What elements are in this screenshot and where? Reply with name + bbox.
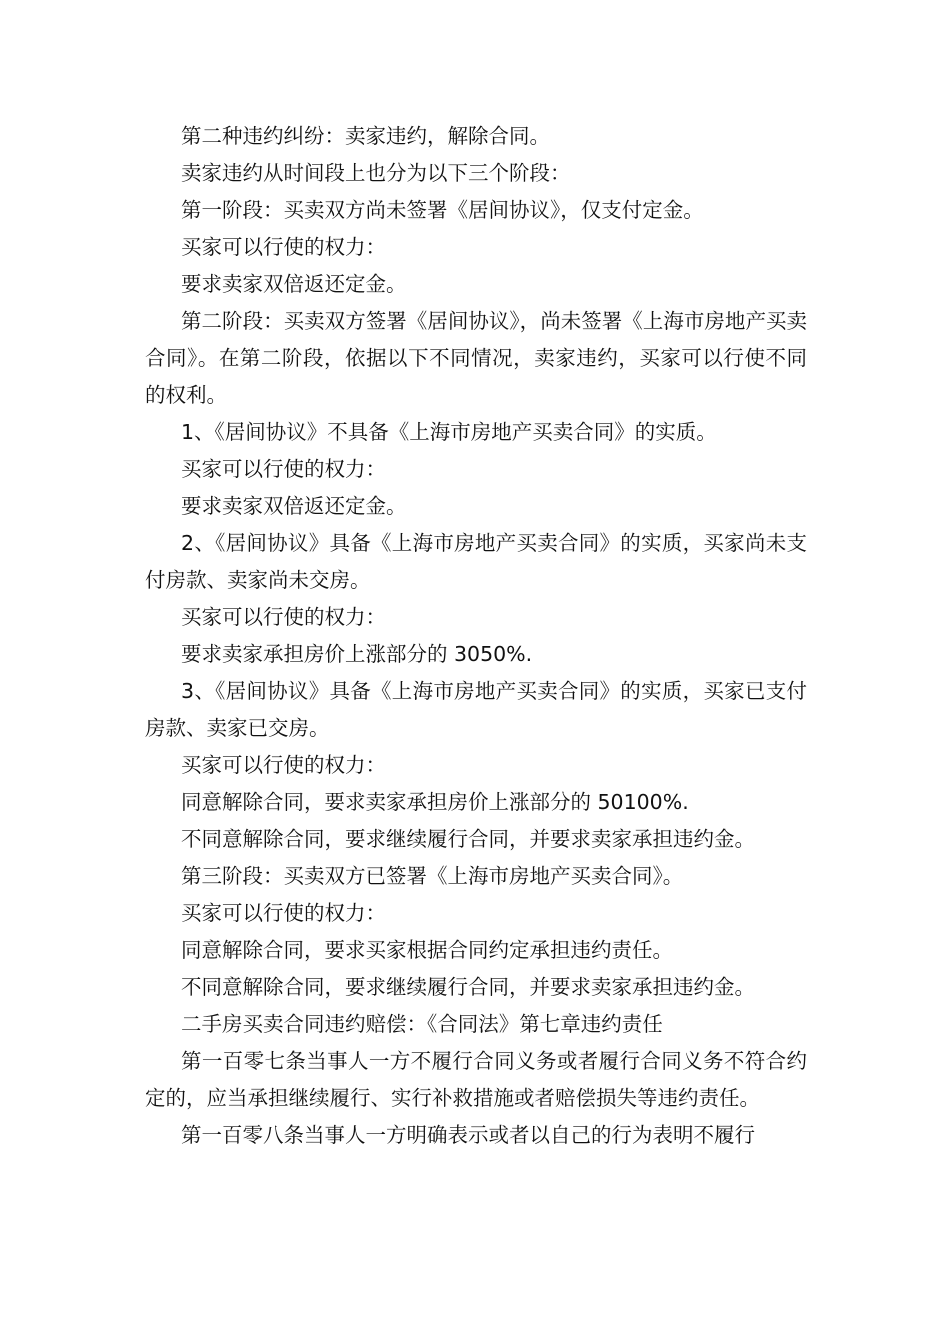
paragraph: 第一阶段：买卖双方尚未签署《居间协议》，仅支付定金。 xyxy=(181,198,704,222)
paragraph: 买家可以行使的权力： xyxy=(181,753,386,777)
paragraph: 第一百零七条当事人一方不履行合同义务或者履行合同义务不符合约定的，应当承担继续履行、实行补救措施或者赔偿损失等违约责任。 xyxy=(145,1049,807,1110)
document-body xyxy=(145,118,807,1154)
paragraph: 2、《居间协议》具备《上海市房地产买卖合同》的实质，买家尚未支付房款、卖家尚未交房。 xyxy=(145,531,807,592)
paragraph: 同意解除合同，要求买家根据合同约定承担违约责任。 xyxy=(181,938,673,962)
paragraph: 买家可以行使的权力： xyxy=(181,605,386,629)
paragraph: 买家可以行使的权力： xyxy=(181,235,386,259)
paragraph: 要求卖家双倍返还定金。 xyxy=(181,494,407,518)
paragraph: 买家可以行使的权力： xyxy=(181,457,386,481)
paragraph: 二手房买卖合同违约赔偿：《合同法》第七章违约责任 xyxy=(181,1012,663,1036)
paragraph: 要求卖家双倍返还定金。 xyxy=(181,272,407,296)
paragraph: 1、《居间协议》不具备《上海市房地产买卖合同》的实质。 xyxy=(181,420,717,444)
paragraph: 不同意解除合同，要求继续履行合同，并要求卖家承担违约金。 xyxy=(181,827,755,851)
paragraph: 不同意解除合同，要求继续履行合同，并要求卖家承担违约金。 xyxy=(181,975,755,999)
paragraph: 要求卖家承担房价上涨部分的 3050%. xyxy=(181,642,533,666)
paragraph: 3、《居间协议》具备《上海市房地产买卖合同》的实质，买家已支付房款、卖家已交房。 xyxy=(145,679,807,740)
paragraph: 第三阶段：买卖双方已签署《上海市房地产买卖合同》。 xyxy=(181,864,684,888)
paragraph: 卖家违约从时间段上也分为以下三个阶段： xyxy=(181,161,571,185)
paragraph: 第二阶段：买卖双方签署《居间协议》，尚未签署《上海市房地产买卖合同》。在第二阶段，依据以下不同情况，卖家违约，买家可以行使不同的权利。 xyxy=(145,309,807,407)
paragraph: 同意解除合同，要求卖家承担房价上涨部分的 50100%. xyxy=(181,790,689,814)
paragraph: 第二种违约纠纷：卖家违约，解除合同。 xyxy=(181,124,550,148)
paragraph: 第一百零八条当事人一方明确表示或者以自己的行为表明不履行 xyxy=(181,1123,755,1147)
paragraph: 买家可以行使的权力： xyxy=(181,901,386,925)
